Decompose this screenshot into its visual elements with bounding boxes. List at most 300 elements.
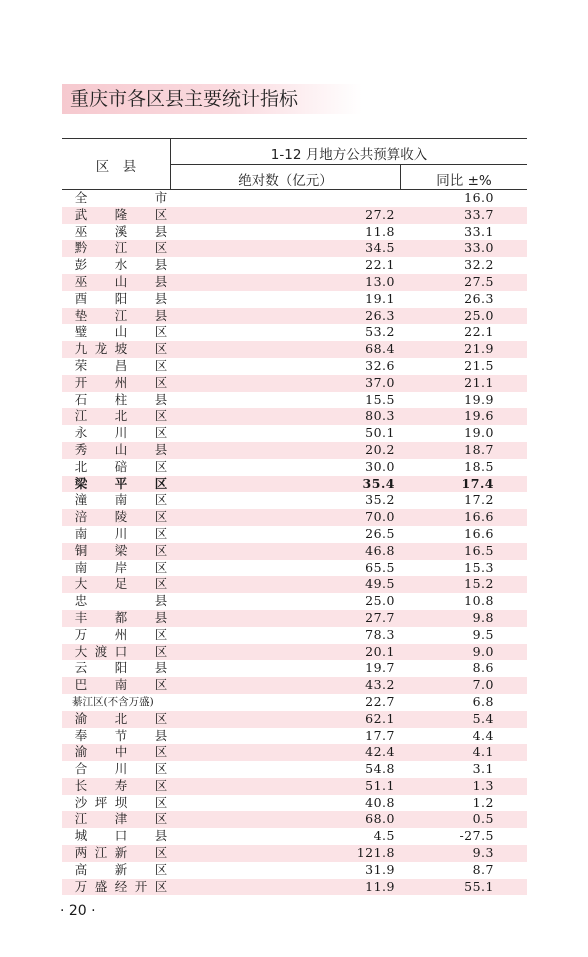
region-name [74, 660, 166, 677]
region-name [74, 644, 166, 661]
region-name-char: 梁 [74, 475, 88, 491]
region-name-char: 奉 [74, 727, 88, 743]
table-row [62, 358, 527, 375]
table-row [62, 711, 527, 728]
region-name-char: 山 [114, 441, 128, 457]
table-row [62, 795, 527, 812]
yoy-value-cell: 4.4 [472, 727, 494, 743]
table-row [62, 526, 527, 543]
col-header-absolute: 绝对数（亿元） [238, 173, 333, 189]
region-name [74, 560, 166, 577]
region-name [74, 442, 166, 459]
yoy-value-cell: 22.1 [464, 324, 494, 340]
region-name-char: 云 [74, 660, 88, 676]
region-name-char: 渝 [74, 744, 88, 760]
table-row [62, 442, 527, 459]
region-name-char: 区 [154, 761, 168, 777]
table-row [62, 610, 527, 627]
yoy-value-cell: 16.0 [464, 190, 494, 205]
region-name-char: 荣 [74, 357, 88, 373]
region-name [74, 492, 166, 509]
absolute-value-cell: 43.2 [365, 677, 395, 693]
region-name-char: 秀 [74, 441, 88, 457]
table-row [62, 224, 527, 241]
yoy-value-cell: 1.3 [472, 777, 494, 793]
region-name-char: 彭 [74, 257, 88, 273]
table-row [62, 543, 527, 560]
region-name-char: 北 [114, 710, 128, 726]
region-name-char: 区 [154, 626, 168, 642]
region-name-char: 县 [154, 441, 168, 457]
region-name [74, 459, 166, 476]
region-name-char: 区 [154, 475, 168, 491]
region-name-char: 足 [114, 576, 128, 592]
absolute-value-cell: 40.8 [365, 794, 395, 810]
table-row [62, 879, 527, 896]
region-name-char: 新 [114, 845, 128, 861]
table-row [62, 341, 527, 358]
region-name-char: 高 [74, 861, 88, 877]
absolute-value-cell: 62.1 [365, 710, 395, 726]
region-name-char: 两 [74, 845, 88, 861]
region-name-char: 酉 [74, 290, 88, 306]
region-name [74, 627, 166, 644]
col-header-group: 1-12 月地方公共预算收入 [270, 147, 428, 163]
absolute-value-cell: 22.7 [365, 693, 395, 709]
absolute-value-cell: 15.5 [365, 391, 395, 407]
region-name-char: 州 [114, 626, 128, 642]
absolute-value-cell: 26.5 [365, 525, 395, 541]
absolute-value-cell: 11.8 [365, 223, 395, 239]
region-name-char: 巴 [74, 677, 88, 693]
region-name-char: 县 [154, 307, 168, 323]
region-name [74, 375, 166, 392]
table-row [62, 240, 527, 257]
region-name-char: 柱 [114, 391, 128, 407]
region-name-char: 节 [114, 727, 128, 743]
absolute-value-cell: 35.2 [365, 492, 395, 508]
page-number: · 20 · [60, 903, 96, 919]
region-name [74, 728, 166, 745]
region-name-char: 区 [154, 324, 168, 340]
yoy-value-cell: 16.6 [464, 509, 494, 525]
region-name-char: 区 [154, 811, 168, 827]
region-name [74, 308, 166, 325]
region-name-char: 坪 [94, 794, 108, 810]
region-name-char: 巫 [74, 273, 88, 289]
region-name [74, 593, 166, 610]
region-name-char: 丰 [74, 609, 88, 625]
absolute-value-cell: 53.2 [365, 324, 395, 340]
region-name [74, 224, 166, 241]
region-name-char: 县 [154, 223, 168, 239]
region-name-char: 经 [114, 878, 128, 894]
region-name-char: 岸 [114, 559, 128, 575]
region-name [74, 190, 166, 207]
table-row [62, 728, 527, 745]
region-name-char: 川 [114, 425, 128, 441]
region-name-char: 江 [114, 240, 128, 256]
yoy-value-cell: 33.1 [464, 223, 494, 239]
region-name [74, 828, 166, 845]
yoy-value-cell: 9.3 [472, 845, 494, 861]
region-name [74, 845, 166, 862]
region-name-char: 江 [94, 845, 108, 861]
region-name [74, 677, 166, 694]
region-name-char: 区 [154, 845, 168, 861]
region-name-char: 涪 [74, 509, 88, 525]
table-row [62, 375, 527, 392]
region-name-char: 江 [114, 307, 128, 323]
region-name-char: 区 [154, 509, 168, 525]
yoy-value-cell: 26.3 [464, 290, 494, 306]
absolute-value-cell: 13.0 [365, 273, 395, 289]
table-row [62, 845, 527, 862]
table-row [62, 207, 527, 224]
region-name-char: 北 [74, 458, 88, 474]
table-row [62, 476, 527, 493]
region-name-char: 潼 [74, 492, 88, 508]
header-mid-rule [171, 164, 527, 165]
absolute-value-cell: 35.4 [362, 475, 395, 491]
yoy-value-cell: 18.5 [464, 458, 494, 474]
yoy-value-cell: 15.3 [464, 559, 494, 575]
yoy-value-cell: 5.4 [472, 710, 494, 726]
table-row [62, 257, 527, 274]
region-name-char: 川 [114, 761, 128, 777]
region-name-char: 昌 [114, 357, 128, 373]
region-name [74, 207, 166, 224]
region-name [74, 778, 166, 795]
table-row [62, 593, 527, 610]
region-name-char: 区 [154, 777, 168, 793]
region-name-char: 盛 [94, 878, 108, 894]
absolute-value-cell: 11.9 [365, 878, 395, 894]
region-name [74, 761, 166, 778]
region-name-char: 区 [154, 357, 168, 373]
table-row [62, 509, 527, 526]
region-name-char: 开 [134, 878, 148, 894]
region-name-char: 新 [114, 861, 128, 877]
col-header-yoy: 同比 ±% [436, 173, 492, 189]
yoy-value-cell: 9.0 [472, 643, 494, 659]
absolute-value-cell: 19.7 [365, 660, 395, 676]
region-name-char: 都 [114, 609, 128, 625]
col-header-region: 区 县 [95, 159, 137, 175]
yoy-value-cell: 8.7 [472, 861, 494, 877]
yoy-value-cell: 16.5 [464, 542, 494, 558]
region-name-char: 区 [154, 744, 168, 760]
region-name [74, 274, 166, 291]
region-name-char: 全 [74, 190, 88, 205]
region-name [74, 341, 166, 358]
table-row [62, 677, 527, 694]
yoy-value-cell: 17.2 [464, 492, 494, 508]
region-name-char: 区 [154, 576, 168, 592]
table-row [62, 694, 527, 711]
table-row [62, 492, 527, 509]
absolute-value-cell: 27.2 [365, 206, 395, 222]
region-name [74, 694, 166, 711]
table-row [62, 644, 527, 661]
table-row [62, 576, 527, 593]
region-name-char: 县 [154, 391, 168, 407]
region-name-char: 区 [154, 710, 168, 726]
yoy-value-cell: 19.6 [464, 408, 494, 424]
region-name-text: 綦江区(不含万盛) [72, 695, 154, 708]
absolute-value-cell: 4.5 [373, 828, 395, 844]
region-name-char: 县 [154, 290, 168, 306]
region-name-char: 忠 [74, 593, 88, 609]
region-name-char: 区 [154, 492, 168, 508]
region-name-char: 石 [74, 391, 88, 407]
region-name [74, 526, 166, 543]
region-name-char: 津 [114, 811, 128, 827]
region-name-char: 区 [154, 677, 168, 693]
region-name-char: 州 [114, 374, 128, 390]
region-name [74, 509, 166, 526]
yoy-value-cell: 19.0 [464, 425, 494, 441]
region-name-char: 县 [154, 828, 168, 844]
region-name-char: 县 [154, 273, 168, 289]
absolute-value-cell: 37.0 [365, 374, 395, 390]
region-name [74, 744, 166, 761]
absolute-value-cell: 80.3 [365, 408, 395, 424]
region-name [74, 392, 166, 409]
table-row [62, 408, 527, 425]
region-name-char: 阳 [114, 290, 128, 306]
yoy-value-cell: 3.1 [472, 761, 494, 777]
absolute-value-cell: 20.1 [365, 643, 395, 659]
region-name [74, 610, 166, 627]
yoy-value-cell: 33.7 [464, 206, 494, 222]
table-row [62, 291, 527, 308]
absolute-value-cell: 68.0 [365, 811, 395, 827]
region-name-char: 龙 [94, 341, 108, 357]
absolute-value-cell: 27.7 [365, 609, 395, 625]
region-name-char: 黔 [74, 240, 88, 256]
region-name-char: 山 [114, 324, 128, 340]
absolute-value-cell: 51.1 [365, 777, 395, 793]
absolute-value-cell: 46.8 [365, 542, 395, 558]
region-name-char: 区 [154, 861, 168, 877]
region-name-char: 南 [114, 492, 128, 508]
table-row [62, 744, 527, 761]
yoy-value-cell: 17.4 [461, 475, 494, 491]
table-row [62, 828, 527, 845]
yoy-value-cell: 19.9 [464, 391, 494, 407]
yoy-value-cell: 16.6 [464, 525, 494, 541]
region-name [74, 408, 166, 425]
region-name [74, 324, 166, 341]
table-row [62, 324, 527, 341]
region-name-char: 平 [114, 475, 128, 491]
table-row [62, 274, 527, 291]
region-name-char: 渝 [74, 710, 88, 726]
absolute-value-cell: 49.5 [365, 576, 395, 592]
region-name-char: 川 [114, 525, 128, 541]
yoy-value-cell: 8.6 [472, 660, 494, 676]
region-name-char: 区 [154, 559, 168, 575]
table-row [62, 862, 527, 879]
absolute-value-cell: 32.6 [365, 357, 395, 373]
absolute-value-cell: 20.2 [365, 441, 395, 457]
yoy-value-cell: 55.1 [464, 878, 494, 894]
region-name-char: 沙 [74, 794, 88, 810]
region-name [74, 358, 166, 375]
table-row [62, 560, 527, 577]
region-name-char: 口 [114, 643, 128, 659]
region-name-char: 开 [74, 374, 88, 390]
region-name-char: 县 [154, 257, 168, 273]
region-name-char: 渡 [94, 643, 108, 659]
region-name-char: 口 [114, 828, 128, 844]
table-row [62, 627, 527, 644]
region-name [74, 576, 166, 593]
region-name-char: 区 [154, 643, 168, 659]
absolute-value-cell: 31.9 [365, 861, 395, 877]
yoy-value-cell: 15.2 [464, 576, 494, 592]
absolute-value-cell: 26.3 [365, 307, 395, 323]
absolute-value-cell: 54.8 [365, 761, 395, 777]
table-row [62, 778, 527, 795]
region-name-char: 溪 [114, 223, 128, 239]
region-name-char: 区 [154, 525, 168, 541]
table-row [62, 308, 527, 325]
region-name-char: 南 [114, 677, 128, 693]
yoy-value-cell: -27.5 [459, 828, 494, 844]
region-name-char: 南 [74, 525, 88, 541]
yoy-value-cell: 9.8 [472, 609, 494, 625]
region-name-char: 区 [154, 878, 168, 894]
region-name [74, 711, 166, 728]
absolute-value-cell: 121.8 [356, 845, 395, 861]
region-name-char: 县 [154, 593, 168, 609]
region-name-char: 中 [114, 744, 128, 760]
region-name-char: 长 [74, 777, 88, 793]
absolute-value-cell: 70.0 [365, 509, 395, 525]
yoy-value-cell: 18.7 [464, 441, 494, 457]
yoy-value-cell: 25.0 [464, 307, 494, 323]
absolute-value-cell: 68.4 [365, 341, 395, 357]
region-name-char: 江 [74, 811, 88, 827]
absolute-value-cell: 50.1 [365, 425, 395, 441]
region-name-char: 坝 [114, 794, 128, 810]
region-name [74, 795, 166, 812]
region-name-char: 城 [74, 828, 88, 844]
yoy-value-cell: 27.5 [464, 273, 494, 289]
table-row [62, 761, 527, 778]
region-name [74, 476, 166, 493]
region-name-char: 县 [154, 727, 168, 743]
region-name-char: 万 [74, 626, 88, 642]
region-name-char: 阳 [114, 660, 128, 676]
region-name-char: 县 [154, 660, 168, 676]
region-name-char: 巫 [74, 223, 88, 239]
region-name [74, 425, 166, 442]
region-name-char: 区 [154, 458, 168, 474]
yoy-value-cell: 21.5 [464, 357, 494, 373]
table-row [62, 190, 527, 207]
region-name-char: 山 [114, 273, 128, 289]
table-top-rule [62, 138, 527, 139]
region-name-char: 区 [154, 240, 168, 256]
region-name [74, 811, 166, 828]
absolute-value-cell: 19.1 [365, 290, 395, 306]
region-name-char: 武 [74, 206, 88, 222]
yoy-value-cell: 33.0 [464, 240, 494, 256]
region-name-char: 区 [154, 425, 168, 441]
region-name-char: 铜 [74, 542, 88, 558]
region-name-char: 区 [154, 206, 168, 222]
region-name-char: 市 [154, 190, 168, 205]
table-row [62, 425, 527, 442]
absolute-value-cell: 17.7 [365, 727, 395, 743]
region-name-char: 永 [74, 425, 88, 441]
region-name [74, 879, 166, 896]
region-name-char: 坡 [114, 341, 128, 357]
page-title: 重庆市各区县主要统计指标 [70, 88, 299, 110]
region-name-char: 陵 [114, 509, 128, 525]
yoy-value-cell: 0.5 [472, 811, 494, 827]
region-name-char: 九 [74, 341, 88, 357]
region-name-char: 区 [154, 341, 168, 357]
region-name-char: 区 [154, 542, 168, 558]
absolute-value-cell: 25.0 [365, 593, 395, 609]
yoy-value-cell: 6.8 [472, 693, 494, 709]
table-row [62, 811, 527, 828]
yoy-value-cell: 10.8 [464, 593, 494, 609]
region-name-char: 合 [74, 761, 88, 777]
yoy-value-cell: 9.5 [472, 626, 494, 642]
yoy-value-cell: 1.2 [472, 794, 494, 810]
yoy-value-cell: 21.1 [464, 374, 494, 390]
region-name-char: 隆 [114, 206, 128, 222]
absolute-value-cell: 78.3 [365, 626, 395, 642]
absolute-value-cell: 22.1 [365, 257, 395, 273]
region-name-char: 北 [114, 408, 128, 424]
absolute-value-cell: 30.0 [365, 458, 395, 474]
region-name-char: 垫 [74, 307, 88, 323]
yoy-value-cell: 32.2 [464, 257, 494, 273]
table-row [62, 660, 527, 677]
absolute-value-cell: 42.4 [365, 744, 395, 760]
region-name-char: 区 [154, 408, 168, 424]
region-name-char: 县 [154, 609, 168, 625]
region-name-char: 江 [74, 408, 88, 424]
absolute-value-cell: 65.5 [365, 559, 395, 575]
yoy-value-cell: 4.1 [472, 744, 494, 760]
region-name-char: 大 [74, 576, 88, 592]
table-body [62, 190, 527, 895]
region-name-char: 璧 [74, 324, 88, 340]
region-name [74, 291, 166, 308]
region-name [74, 862, 166, 879]
yoy-value-cell: 7.0 [472, 677, 494, 693]
region-name-char: 寿 [114, 777, 128, 793]
region-name-char: 南 [74, 559, 88, 575]
yoy-value-cell: 21.9 [464, 341, 494, 357]
region-name-char: 大 [74, 643, 88, 659]
region-name-char: 碚 [114, 458, 128, 474]
region-name-char: 万 [74, 878, 88, 894]
table-row [62, 459, 527, 476]
table-row [62, 392, 527, 409]
region-name-char: 区 [154, 794, 168, 810]
region-name-char: 水 [114, 257, 128, 273]
region-name-char: 区 [154, 374, 168, 390]
region-name [74, 257, 166, 274]
